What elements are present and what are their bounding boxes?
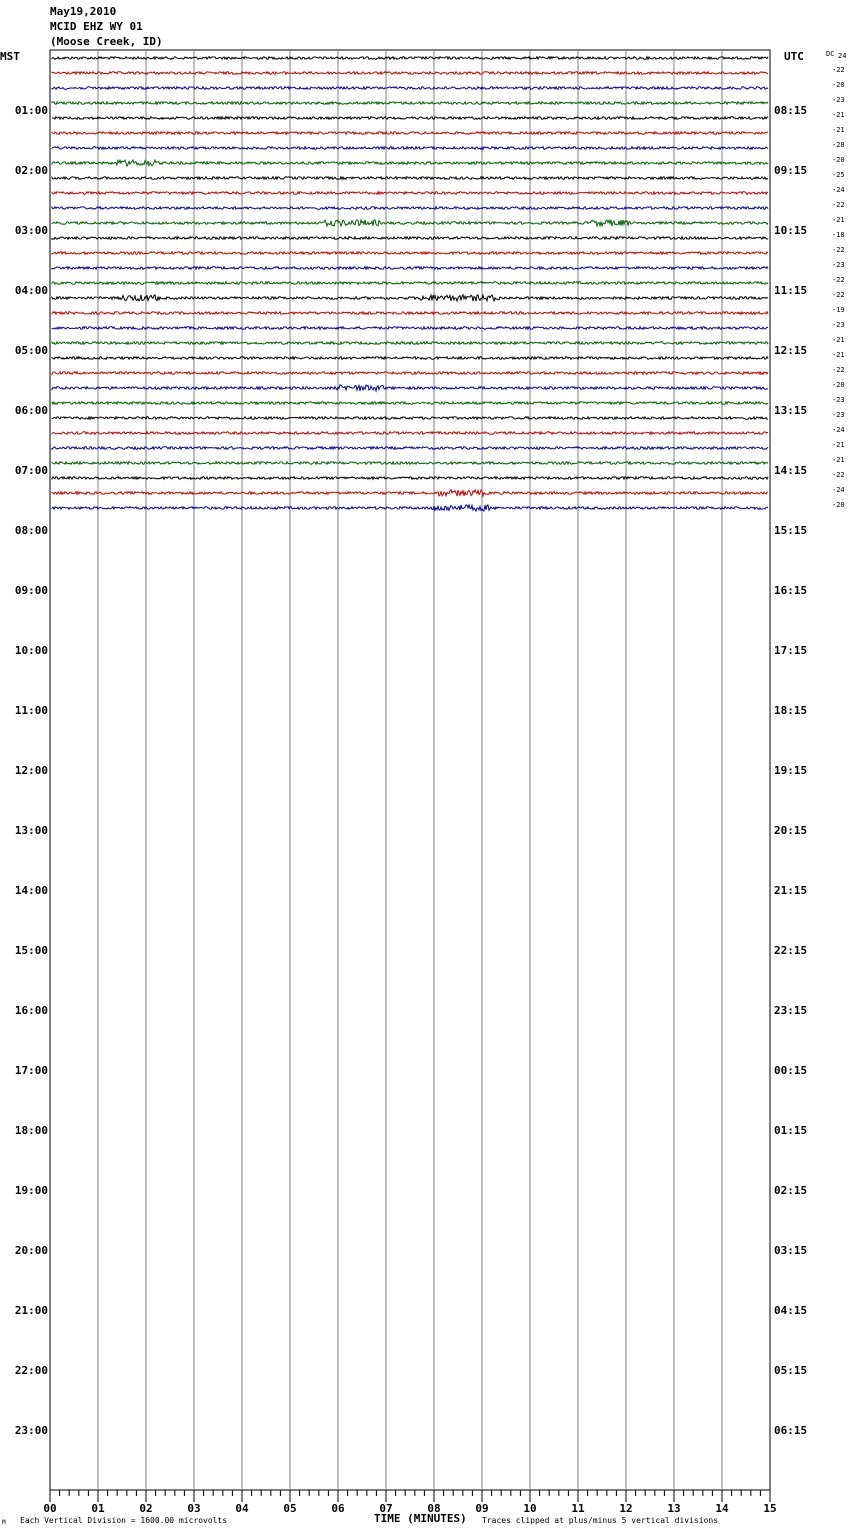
dc-offset-label: 24 <box>838 52 847 60</box>
x-tick-label: 06 <box>331 1502 345 1515</box>
clip-note: Traces clipped at plus/minus 5 vertical divisions <box>482 1516 719 1525</box>
utc-hour-label: 11:15 <box>774 284 808 297</box>
seismic-trace <box>52 447 768 450</box>
mst-hour-label: 01:00 <box>14 104 48 117</box>
mst-hour-label: 14:00 <box>14 884 48 897</box>
seismic-trace <box>52 490 768 496</box>
dc-offset-label: -23 <box>832 411 845 419</box>
mst-hour-label: 17:00 <box>14 1064 48 1077</box>
seismic-trace <box>52 87 768 90</box>
utc-hour-label: 23:15 <box>774 1004 808 1017</box>
mst-hour-label: 11:00 <box>14 704 48 717</box>
seismic-trace <box>52 102 768 105</box>
dc-offset-label: -22 <box>832 276 845 284</box>
dc-offset-label: -21 <box>832 111 845 119</box>
utc-hour-label: 05:15 <box>774 1364 808 1377</box>
seismic-trace <box>52 237 768 240</box>
utc-hour-label: 00:15 <box>774 1064 808 1077</box>
dc-offset-label: -20 <box>832 381 845 389</box>
mst-hour-label: 07:00 <box>14 464 48 477</box>
seismic-trace <box>52 207 768 210</box>
mst-hour-label: 08:00 <box>14 524 48 537</box>
header-location: (Moose Creek, ID) <box>50 35 163 48</box>
mst-axis-label: MST <box>0 50 20 63</box>
utc-hour-label: 02:15 <box>774 1184 808 1197</box>
dc-offset-label: -19 <box>832 306 845 314</box>
seismic-trace <box>52 72 768 75</box>
dc-offset-label: -23 <box>832 96 845 104</box>
dc-offset-label: -21 <box>832 351 845 359</box>
mst-hour-label: 02:00 <box>14 164 48 177</box>
x-tick-label: 03 <box>187 1502 201 1515</box>
dc-offset-label: -23 <box>832 261 845 269</box>
dc-offset-label: -22 <box>832 201 845 209</box>
x-tick-label: 08 <box>427 1502 441 1515</box>
mst-hour-label: 09:00 <box>14 584 48 597</box>
utc-hour-label: 16:15 <box>774 584 808 597</box>
header-date: May19,2010 <box>50 5 117 18</box>
x-tick-label: 12 <box>619 1502 633 1515</box>
mst-hour-label: 15:00 <box>14 944 48 957</box>
mst-hour-label: 10:00 <box>14 644 48 657</box>
seismic-trace <box>52 267 768 270</box>
seismic-trace <box>52 357 768 360</box>
axis-labels <box>0 50 846 1515</box>
x-tick-label: 11 <box>571 1502 585 1515</box>
utc-hour-label: 09:15 <box>774 164 808 177</box>
seismic-trace <box>52 220 768 226</box>
utc-hour-label: 03:15 <box>774 1244 808 1257</box>
utc-hour-label: 21:15 <box>774 884 808 897</box>
dc-offset-label: -20 <box>832 81 845 89</box>
mst-hour-label: 13:00 <box>14 824 48 837</box>
x-tick-label: 14 <box>715 1502 729 1515</box>
mst-hour-label: 22:00 <box>14 1364 48 1377</box>
mst-hour-label: 20:00 <box>14 1244 48 1257</box>
mst-hour-label: 21:00 <box>14 1304 48 1317</box>
mst-hour-label: 03:00 <box>14 224 48 237</box>
dc-offset-label: -22 <box>832 246 845 254</box>
utc-hour-label: 15:15 <box>774 524 808 537</box>
dc-offset-label: -21 <box>832 126 845 134</box>
x-tick-label: 01 <box>91 1502 105 1515</box>
seismic-trace <box>52 177 768 180</box>
x-tick-label: 15 <box>763 1502 777 1515</box>
seismic-trace <box>52 342 768 345</box>
utc-hour-label: 20:15 <box>774 824 808 837</box>
seismic-trace <box>52 312 768 315</box>
utc-hour-label: 08:15 <box>774 104 808 117</box>
utc-hour-label: 17:15 <box>774 644 808 657</box>
x-tick-label: 05 <box>283 1502 297 1515</box>
dc-offset-label: -18 <box>832 231 845 239</box>
utc-hour-label: 06:15 <box>774 1424 808 1437</box>
header-station: MCID EHZ WY 01 <box>50 20 143 33</box>
seismic-trace <box>52 132 768 135</box>
utc-axis-label: UTC <box>784 50 804 63</box>
seismic-trace <box>52 477 768 480</box>
mst-hour-label: 23:00 <box>14 1424 48 1437</box>
seismic-trace <box>52 462 768 465</box>
utc-hour-label: 18:15 <box>774 704 808 717</box>
utc-hour-label: 13:15 <box>774 404 808 417</box>
dc-offset-label: -24 <box>832 426 845 434</box>
seismic-trace <box>52 402 768 405</box>
seismic-trace <box>52 282 768 285</box>
x-tick-label: 09 <box>475 1502 489 1515</box>
seismic-trace <box>52 295 768 301</box>
mst-hour-label: 04:00 <box>14 284 48 297</box>
dc-offset-label: -23 <box>832 321 845 329</box>
dc-offset-label: -21 <box>832 456 845 464</box>
x-tick-label: 04 <box>235 1502 249 1515</box>
utc-hour-label: 12:15 <box>774 344 808 357</box>
seismic-trace <box>52 327 768 330</box>
mst-hour-label: 19:00 <box>14 1184 48 1197</box>
seismic-trace <box>52 417 768 420</box>
dc-offset-label: -22 <box>832 366 845 374</box>
seismic-trace <box>52 252 768 255</box>
dc-offset-label: -23 <box>832 396 845 404</box>
mst-hour-label: 16:00 <box>14 1004 48 1017</box>
utc-hour-label: 22:15 <box>774 944 808 957</box>
x-tick-label: 13 <box>667 1502 681 1515</box>
dc-offset-label: -20 <box>832 501 845 509</box>
seismic-trace <box>52 147 768 150</box>
dc-offset-label: -22 <box>832 471 845 479</box>
seismic-trace <box>52 192 768 195</box>
utc-hour-label: 19:15 <box>774 764 808 777</box>
seismic-trace <box>52 372 768 375</box>
dc-label: DC <box>826 50 835 58</box>
seismic-trace <box>52 160 768 166</box>
seismic-trace <box>52 432 768 435</box>
seismic-trace <box>52 57 768 60</box>
dc-offset-label: -24 <box>832 486 845 494</box>
x-tick-label: 02 <box>139 1502 153 1515</box>
x-tick-label: 00 <box>43 1502 57 1515</box>
dc-offset-label: -25 <box>832 171 845 179</box>
seismic-trace <box>52 117 768 120</box>
x-axis-title: TIME (MINUTES) <box>374 1512 467 1525</box>
dc-offset-label: -20 <box>832 156 845 164</box>
dc-offset-label: -21 <box>832 441 845 449</box>
trace-group <box>52 57 768 511</box>
dc-offset-label: -22 <box>832 66 845 74</box>
corner-mark: M <box>2 1519 6 1526</box>
dc-offset-label: -21 <box>832 216 845 224</box>
utc-hour-label: 14:15 <box>774 464 808 477</box>
utc-hour-label: 01:15 <box>774 1124 808 1137</box>
utc-hour-label: 04:15 <box>774 1304 808 1317</box>
mst-hour-label: 06:00 <box>14 404 48 417</box>
dc-offset-label: -28 <box>832 141 845 149</box>
x-tick-label: 07 <box>379 1502 393 1515</box>
seismic-trace <box>52 385 768 391</box>
dc-offset-label: -21 <box>832 336 845 344</box>
dc-offset-label: -22 <box>832 291 845 299</box>
mst-hour-label: 12:00 <box>14 764 48 777</box>
scale-note: Each Vertical Division = 1600.00 microvolts <box>20 1516 228 1525</box>
mst-hour-label: 05:00 <box>14 344 48 357</box>
plot-frame <box>50 50 770 1490</box>
dc-offset-label: -24 <box>832 186 845 194</box>
mst-hour-label: 18:00 <box>14 1124 48 1137</box>
x-tick-label: 10 <box>523 1502 537 1515</box>
seismic-trace <box>52 505 768 511</box>
utc-hour-label: 10:15 <box>774 224 808 237</box>
